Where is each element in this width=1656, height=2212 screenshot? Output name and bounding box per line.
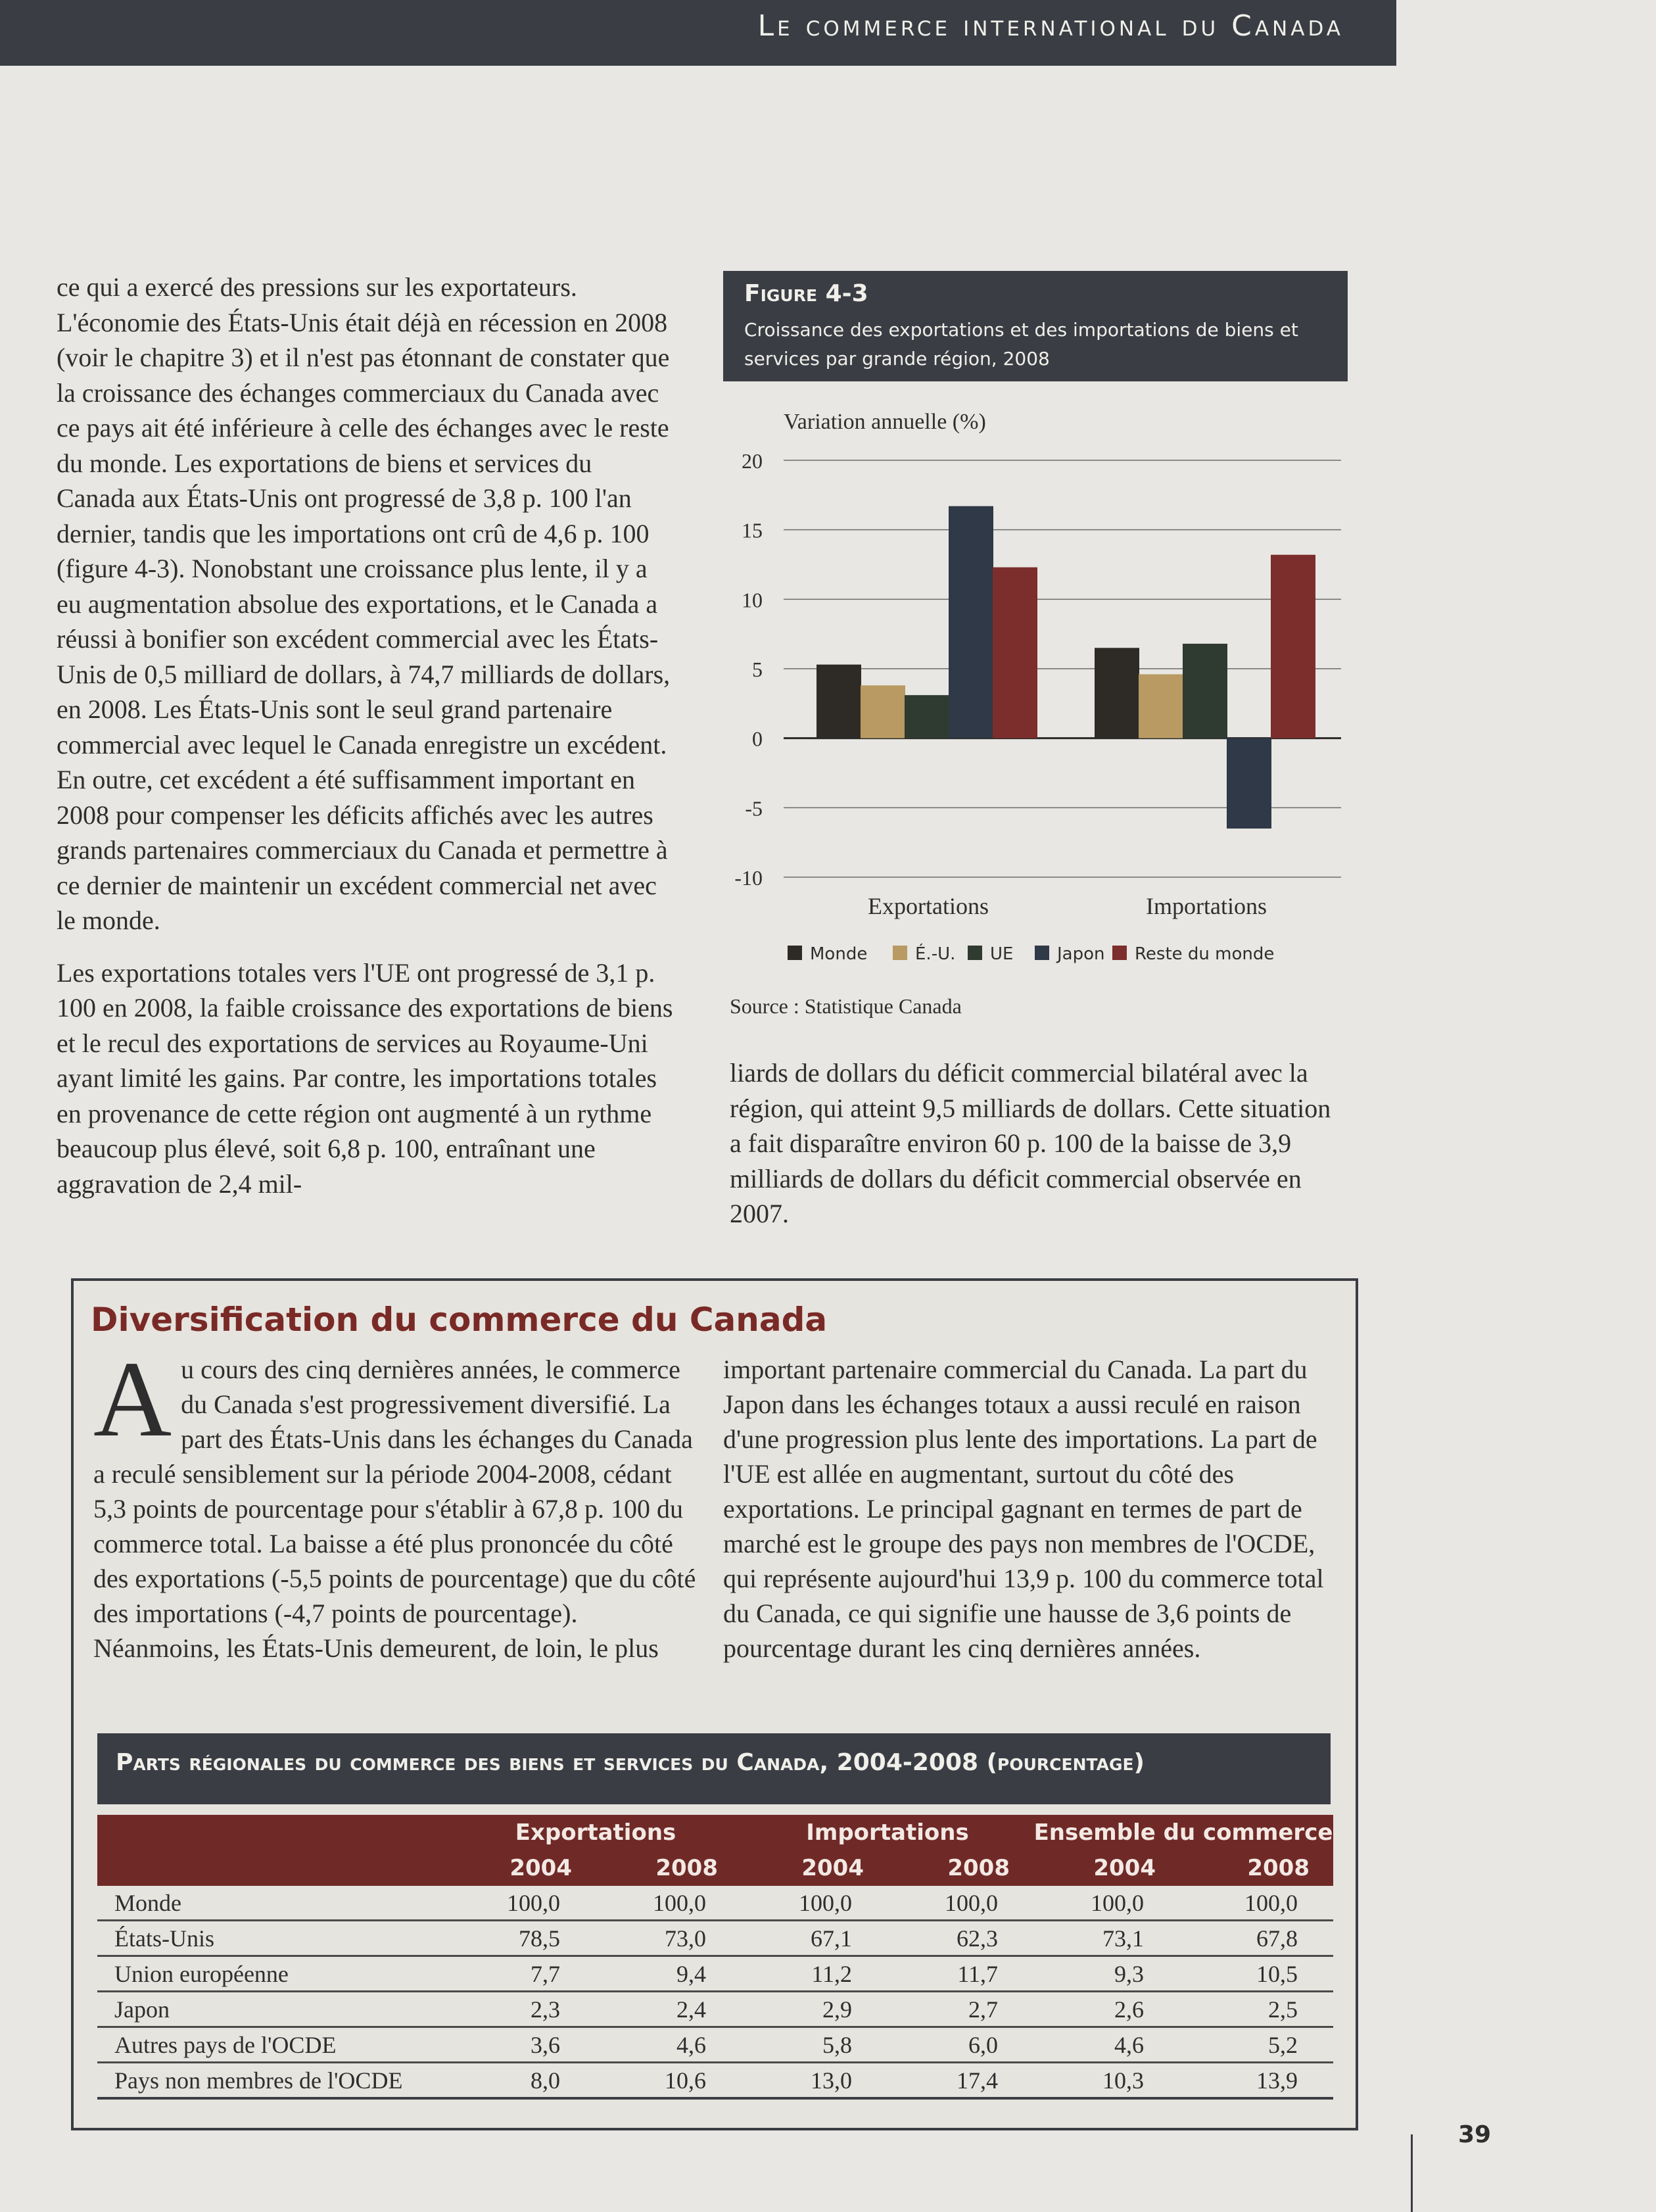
table-row-label: Pays non membres de l'OCDE bbox=[97, 2063, 450, 2099]
table-year-header: 2004 bbox=[509, 1855, 572, 1881]
figure-title-box bbox=[723, 271, 1348, 381]
table-cell: 10,6 bbox=[596, 2063, 742, 2099]
table-cell: 9,4 bbox=[596, 1956, 742, 1992]
page-number: 39 bbox=[1458, 2121, 1492, 2148]
table-cell: 7,7 bbox=[450, 1956, 596, 1992]
table-title: Parts régionales du commerce des biens et services du Canada, 2004-2008 (pourcentage) bbox=[116, 1749, 1145, 1776]
legend-label: Japon bbox=[1057, 944, 1105, 964]
bar bbox=[949, 506, 993, 738]
table-cell: 3,6 bbox=[450, 2027, 596, 2063]
table-cell: 17,4 bbox=[887, 2063, 1033, 2099]
table-cell: 13,9 bbox=[1179, 2063, 1333, 2099]
legend-label: Reste du monde bbox=[1135, 944, 1275, 964]
table-cell: 8,0 bbox=[450, 2063, 596, 2099]
regional-shares-table bbox=[97, 1815, 1333, 2100]
body-paragraph: Les exportations totales vers l'UE ont progressé de 3,1 p. 100 en 2008, la faible croissance des exportations de biens et le recul des exportations de services au Royaume-Uni ayant limité les gains. Par contre, les importations totales en provenance de cette région ont augmenté à un rythme beaucoup plus élevé, soit 6,8 p. 100, entraînant une aggravation de 2,4 mil- bbox=[57, 957, 673, 1199]
table-cell: 73,0 bbox=[596, 1921, 742, 1956]
legend-label: É.-U. bbox=[915, 944, 956, 964]
table-cell: 100,0 bbox=[596, 1886, 742, 1921]
table-cell: 100,0 bbox=[1033, 1886, 1179, 1921]
table-cell: 11,2 bbox=[742, 1956, 887, 1992]
table-year-header: 2008 bbox=[947, 1855, 1010, 1881]
bar bbox=[993, 567, 1037, 738]
sidebar-left-text: u cours des cinq dernières années, le commerce du Canada s'est progressivement diversifié. La part des États-Unis dans les échanges du Canada a reculé sensiblement sur la période 2004-2008, cédant 5,3 points de pourcentage pour s'établir à 67,8 p. 100 du commerce total. La baisse a été plus prononcée du côté des exportations (-5,5 points de pourcentage) que du côté des importations (-4,7 points de pourcentage). Néanmoins, les États-Unis demeurent, de loin, le plus bbox=[93, 1355, 696, 1663]
figure-label: Figure 4-3 bbox=[744, 280, 868, 307]
drop-cap: A bbox=[93, 1339, 172, 1459]
table-cell: 9,3 bbox=[1033, 1956, 1179, 1992]
body-text-left-column bbox=[57, 270, 674, 1201]
table-cell: 5,2 bbox=[1179, 2027, 1333, 2063]
table-corner-cell bbox=[97, 1850, 450, 1886]
figure-chart bbox=[710, 388, 1354, 980]
y-tick-label: 10 bbox=[742, 588, 763, 612]
sidebar-box bbox=[71, 1278, 1358, 2130]
table-group-header-row bbox=[97, 1815, 1333, 1850]
table-title-bar bbox=[97, 1733, 1331, 1804]
table-cell: 11,7 bbox=[887, 1956, 1033, 1992]
bar bbox=[1271, 555, 1315, 738]
table-cell: 4,6 bbox=[596, 2027, 742, 2063]
legend-label: Monde bbox=[810, 944, 868, 964]
table-cell: 100,0 bbox=[1179, 1886, 1333, 1921]
running-header-title: Le commerce international du Canada bbox=[757, 9, 1344, 43]
table-row bbox=[97, 2063, 1333, 2099]
table-cell: 67,1 bbox=[742, 1921, 887, 1956]
table-cell: 2,4 bbox=[596, 1992, 742, 2027]
table-row-label: Union européenne bbox=[97, 1956, 450, 1992]
bar bbox=[1183, 644, 1227, 738]
table-year-header: 2004 bbox=[1093, 1855, 1156, 1881]
table-row-label: États-Unis bbox=[97, 1921, 450, 1956]
bar bbox=[1227, 738, 1271, 829]
sidebar-right-text: important partenaire commercial du Canada. La part du Japon dans les échanges totaux a aussi reculé en raison d'une progression plus lente des importations. La part de l'UE est allée en augmentant, surtout du côté des exportations. Le principal gagnant en termes de part de marché est le groupe des pays non membres de l'OCDE, qui représente aujourd'hui 13,9 p. 100 du commerce total du Canada, ce qui signifie une hausse de 3,6 points de pourcentage durant les cinq dernières années. bbox=[723, 1355, 1324, 1663]
figure-title: Croissance des exportations et des importations de biens et services par grande région, 2008 bbox=[744, 319, 1298, 370]
y-axis-label: Variation annuelle (%) bbox=[784, 410, 986, 434]
bar bbox=[1095, 648, 1139, 738]
table-cell: 100,0 bbox=[450, 1886, 596, 1921]
sidebar-text-left bbox=[93, 1339, 705, 1666]
table-row bbox=[97, 1992, 1333, 2027]
table-cell: 62,3 bbox=[887, 1921, 1033, 1956]
body-paragraph: liards de dollars du déficit commercial bilatéral avec la région, qui atteint 9,5 milliards de dollars. Cette situation a fait disparaître environ 60 p. 100 de la baisse de 3,9 milliards de dollars du déficit commercial observée en 2007. bbox=[730, 1058, 1331, 1228]
sidebar-paragraph bbox=[93, 1339, 705, 1666]
bar bbox=[861, 685, 905, 738]
table-body bbox=[97, 1886, 1333, 2098]
table-cell: 2,5 bbox=[1179, 1992, 1333, 2027]
legend-swatch bbox=[893, 946, 907, 960]
table-year-header-row bbox=[97, 1850, 1333, 1886]
legend-swatch bbox=[968, 946, 982, 960]
table-year-header: 2008 bbox=[655, 1855, 718, 1881]
table-cell: 78,5 bbox=[450, 1921, 596, 1956]
y-tick-label: 15 bbox=[742, 518, 763, 542]
bar bbox=[1139, 674, 1183, 738]
table-cell: 100,0 bbox=[887, 1886, 1033, 1921]
table-corner-cell bbox=[97, 1815, 450, 1850]
table-cell: 2,3 bbox=[450, 1992, 596, 2027]
table-row-label: Monde bbox=[97, 1886, 450, 1921]
table-row bbox=[97, 1956, 1333, 1992]
y-tick-label: 0 bbox=[752, 727, 763, 751]
table-cell: 13,0 bbox=[742, 2063, 887, 2099]
page-number-rule bbox=[1411, 2134, 1413, 2212]
body-text-right-column bbox=[730, 1055, 1341, 1232]
body-paragraph: ce qui a exercé des pressions sur les exportateurs. L'économie des États-Unis était déjà en récession en 2008 (voir le chapitre 3) et il n'est pas étonnant de constater que la croissance des échanges commerciaux du Canada avec ce pays ait été inférieure à celle des échanges avec le reste du monde. Les exportations de biens et services du Canada aux États-Unis ont progressé de 3,8 p. 100 l'an dernier, tandis que les importations ont crû de 4,6 p. 100 (figure 4-3). Nonobstant une croissance plus lente, il y a eu augmentation absolue des exportations, et le Canada a réussi à bonifier son excédent commercial avec les États-Unis de 0,5 milliard de dollars, à 74,7 milliards de dollars, en 2008. Les États-Unis sont le seul grand partenaire commercial avec lequel le Canada enregistre un excédent. En outre, cet excédent a été suffisamment important en 2008 pour compenser les déficits affichés avec les autres grands partenaires commerciaux du Canada et permettre à ce dernier de maintenir un excédent commercial net avec le monde. bbox=[57, 272, 671, 935]
legend-swatch bbox=[1112, 946, 1127, 960]
y-tick-label: 20 bbox=[742, 449, 763, 473]
table-cell: 10,3 bbox=[1033, 2063, 1179, 2099]
x-category-label: Exportations bbox=[868, 893, 989, 919]
table-cell: 100,0 bbox=[742, 1886, 887, 1921]
bar bbox=[816, 665, 861, 738]
legend-swatch bbox=[788, 946, 802, 960]
table-year-header: 2008 bbox=[1247, 1855, 1310, 1881]
legend-swatch bbox=[1035, 946, 1049, 960]
table-cell: 5,8 bbox=[742, 2027, 887, 2063]
table-cell: 73,1 bbox=[1033, 1921, 1179, 1956]
table-cell: 2,6 bbox=[1033, 1992, 1179, 2027]
table-cell: 2,9 bbox=[742, 1992, 887, 2027]
table-cell: 2,7 bbox=[887, 1992, 1033, 2027]
table-cell: 67,8 bbox=[1179, 1921, 1333, 1956]
table-row-label: Japon bbox=[97, 1992, 450, 2027]
table-cell: 6,0 bbox=[887, 2027, 1033, 2063]
table-group-header: Ensemble du commerce bbox=[1033, 1819, 1333, 1846]
table-year-header: 2004 bbox=[801, 1855, 864, 1881]
sidebar-title: Diversification du commerce du Canada bbox=[91, 1301, 828, 1339]
legend-label: UE bbox=[990, 944, 1014, 964]
table-row bbox=[97, 2027, 1333, 2063]
figure-source: Source : Statistique Canada bbox=[730, 994, 962, 1018]
y-tick-label: -5 bbox=[745, 796, 763, 821]
table-cell: 10,5 bbox=[1179, 1956, 1333, 1992]
running-header bbox=[0, 0, 1396, 66]
x-category-label: Importations bbox=[1146, 893, 1267, 919]
table-group-header: Exportations bbox=[515, 1819, 676, 1846]
table-row bbox=[97, 1886, 1333, 1921]
table-group-header: Importations bbox=[806, 1819, 969, 1846]
table-row-label: Autres pays de l'OCDE bbox=[97, 2027, 450, 2063]
y-tick-label: 5 bbox=[752, 658, 763, 681]
sidebar-text-right bbox=[723, 1352, 1335, 1666]
table-cell: 4,6 bbox=[1033, 2027, 1179, 2063]
y-tick-label: -10 bbox=[734, 866, 763, 890]
bar bbox=[905, 695, 949, 738]
table-row bbox=[97, 1921, 1333, 1956]
